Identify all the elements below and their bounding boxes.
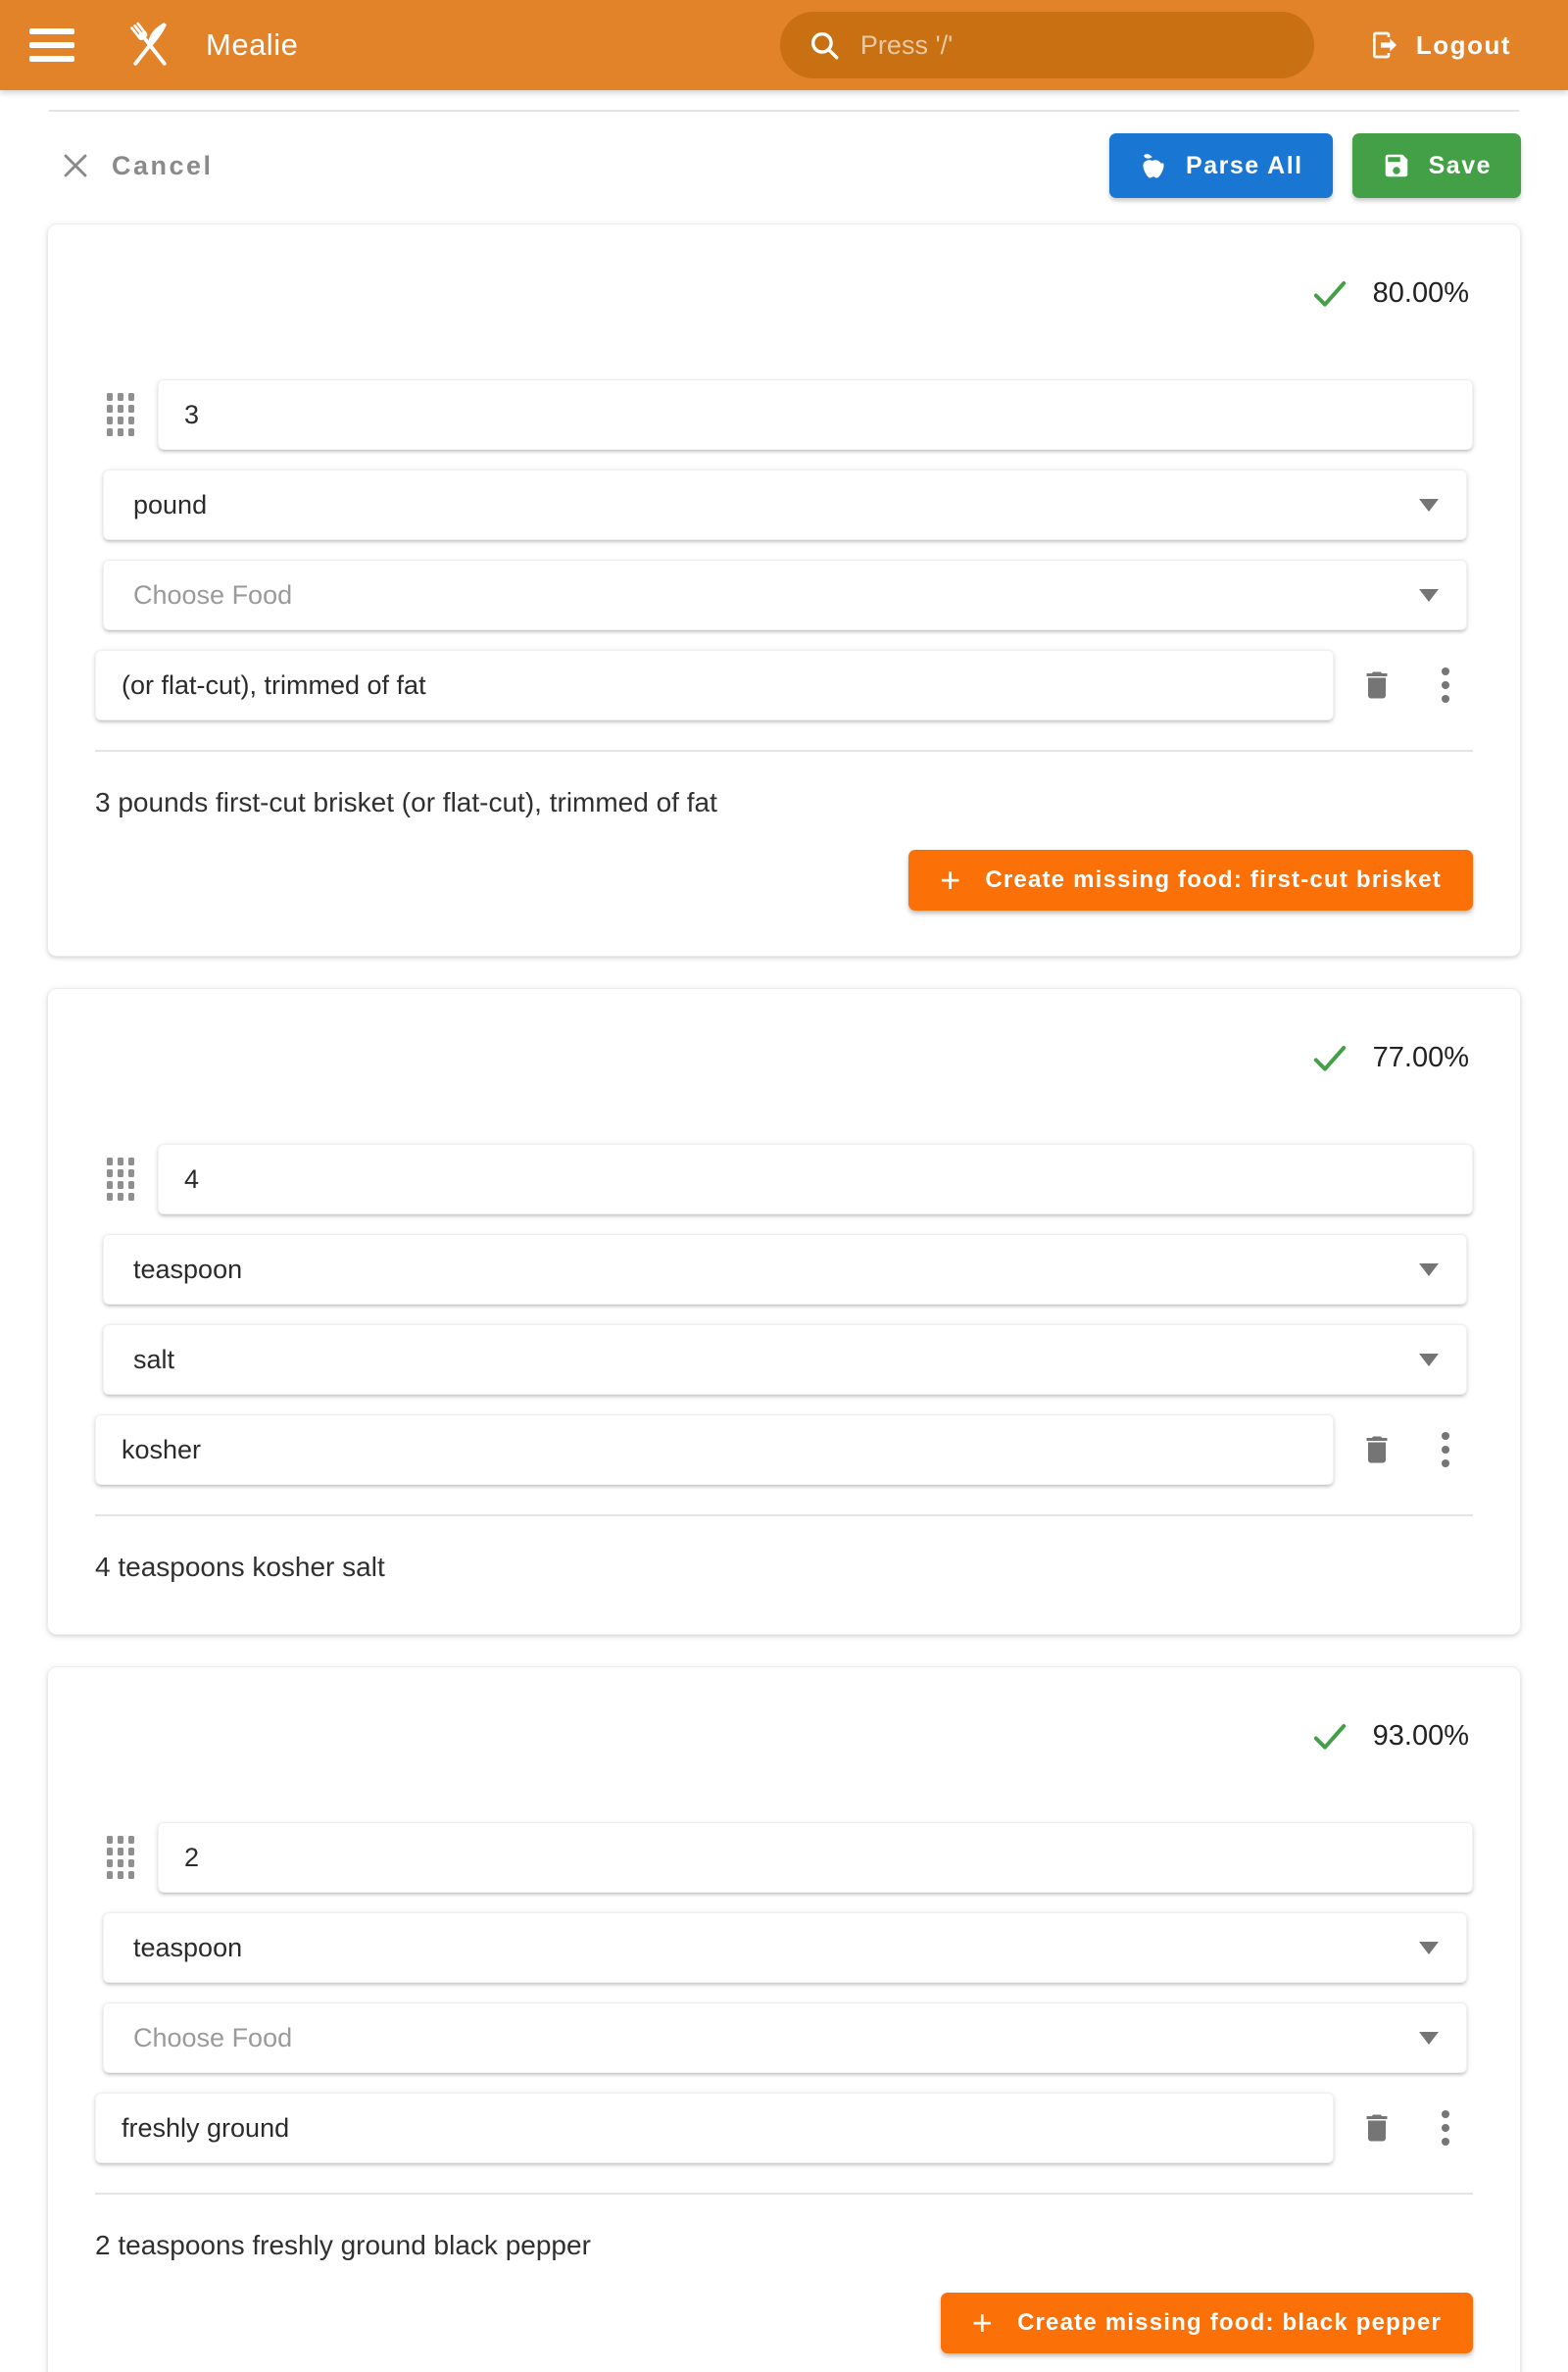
ingredient-card	[47, 988, 1521, 1635]
more-options-icon[interactable]	[1442, 667, 1449, 703]
confidence-check-icon	[1310, 273, 1349, 313]
food-select[interactable]	[103, 1324, 1467, 1395]
card-divider	[95, 1514, 1473, 1516]
quantity-input[interactable]	[158, 1822, 1473, 1893]
search-icon	[808, 28, 841, 62]
parse-all-label: Parse All	[1186, 151, 1303, 179]
close-icon	[61, 151, 90, 180]
confidence-value: 93.00%	[1372, 1719, 1469, 1752]
confidence-check-icon	[1310, 1038, 1349, 1077]
chevron-down-icon	[1419, 589, 1439, 602]
search-input[interactable]	[780, 12, 1314, 78]
create-missing-food-button[interactable]	[941, 2293, 1473, 2353]
mealie-logo-icon[interactable]	[120, 15, 180, 75]
drag-handle-icon[interactable]	[107, 393, 134, 436]
save-button[interactable]	[1352, 133, 1521, 198]
chevron-down-icon	[1419, 499, 1439, 512]
ingredient-card	[47, 223, 1521, 957]
parse-all-button[interactable]	[1109, 133, 1333, 198]
parser-toolbar	[47, 133, 1521, 198]
ingredient-card	[47, 1666, 1521, 2372]
chevron-down-icon	[1419, 1354, 1439, 1366]
create-missing-food-button[interactable]	[908, 850, 1473, 911]
menu-icon[interactable]	[29, 28, 74, 62]
create-missing-food-label: Create missing food: first-cut brisket	[985, 866, 1442, 893]
save-label: Save	[1428, 151, 1492, 179]
chevron-down-icon	[1419, 1263, 1439, 1276]
logout-button[interactable]	[1369, 29, 1511, 61]
header-divider	[49, 110, 1519, 112]
drag-handle-icon[interactable]	[107, 1836, 134, 1879]
note-input[interactable]	[95, 1414, 1334, 1485]
delete-icon[interactable]	[1359, 2110, 1395, 2146]
app-title: Mealie	[206, 27, 299, 62]
cancel-button[interactable]	[47, 151, 227, 181]
plus-icon: +	[940, 860, 962, 900]
card-divider	[95, 750, 1473, 752]
more-options-icon[interactable]	[1442, 1432, 1449, 1467]
confidence-check-icon	[1310, 1716, 1349, 1755]
parsed-ingredient-text: 4 teaspoons kosher salt	[95, 1552, 385, 1582]
unit-value: pound	[133, 489, 208, 519]
quantity-input[interactable]	[158, 1144, 1473, 1214]
note-input[interactable]	[95, 650, 1334, 720]
food-value: salt	[133, 1344, 175, 1374]
delete-icon[interactable]	[1359, 667, 1395, 703]
apple-icon	[1139, 151, 1168, 180]
unit-select[interactable]	[103, 1234, 1467, 1305]
create-missing-food-label: Create missing food: black pepper	[1016, 2309, 1442, 2336]
quantity-input[interactable]	[158, 379, 1473, 450]
food-placeholder: Choose Food	[133, 579, 293, 610]
drag-handle-icon[interactable]	[107, 1158, 134, 1201]
save-icon	[1382, 151, 1411, 180]
cancel-label: Cancel	[112, 150, 214, 180]
parsed-ingredient-text: 3 pounds first-cut brisket (or flat-cut), trimmed of fat	[95, 787, 717, 817]
logout-icon	[1369, 29, 1400, 61]
unit-select[interactable]	[103, 1912, 1467, 1983]
app-bar	[0, 0, 1568, 90]
confidence-value: 80.00%	[1372, 276, 1469, 309]
food-select[interactable]	[103, 560, 1467, 630]
card-divider	[95, 2193, 1473, 2195]
food-placeholder: Choose Food	[133, 2022, 293, 2052]
logout-label: Logout	[1415, 29, 1511, 60]
food-select[interactable]	[103, 2002, 1467, 2073]
chevron-down-icon	[1419, 1942, 1439, 1954]
unit-value: teaspoon	[133, 1254, 243, 1284]
parsed-ingredient-text: 2 teaspoons freshly ground black pepper	[95, 2230, 591, 2260]
note-input[interactable]	[95, 2093, 1334, 2163]
unit-value: teaspoon	[133, 1932, 243, 1962]
search-placeholder: Press '/'	[859, 29, 954, 60]
confidence-value: 77.00%	[1372, 1041, 1469, 1073]
delete-icon[interactable]	[1359, 1432, 1395, 1467]
chevron-down-icon	[1419, 2032, 1439, 2045]
plus-icon: +	[971, 2302, 994, 2343]
more-options-icon[interactable]	[1442, 2110, 1449, 2146]
unit-select[interactable]	[103, 469, 1467, 540]
